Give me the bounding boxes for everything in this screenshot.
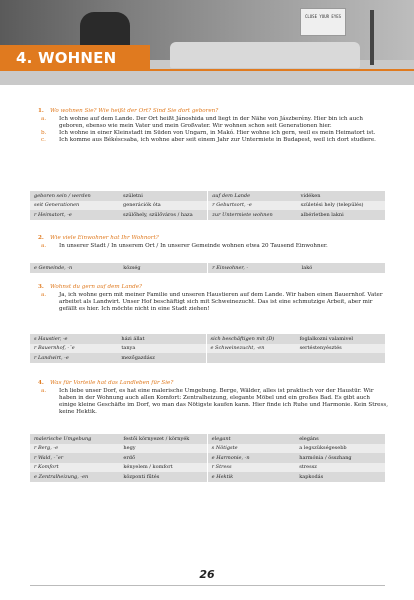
vocab-de: r Berg, -e bbox=[30, 444, 119, 454]
vocab-hu: központi fűtés bbox=[119, 472, 207, 482]
question-block-4 bbox=[38, 380, 388, 416]
vocab-hu: sertéstenyésztés bbox=[296, 344, 385, 354]
vocab-de: s Nötigste bbox=[207, 444, 295, 454]
vocab-hu: erdő bbox=[119, 453, 207, 463]
answer-item bbox=[41, 292, 388, 313]
vocab-de: e Gemeinde, -n bbox=[30, 263, 119, 273]
vocab-hu: község bbox=[119, 263, 208, 273]
answer-label: a. bbox=[41, 292, 47, 298]
vocab-hu: születni bbox=[119, 191, 208, 201]
vocab-hu: szülőhely, szülőváros / haza bbox=[119, 210, 208, 220]
title-rule bbox=[150, 69, 414, 71]
table-row bbox=[30, 210, 385, 220]
vocab-table-2 bbox=[30, 263, 385, 273]
table-row bbox=[30, 434, 385, 444]
vocab-de: seit Generationen bbox=[30, 201, 119, 211]
answer-text: Ich komme aus Békéscsaba, ich wohne aber seit einem Jahr zur Untermiete in Budapest, weil ich dort studiere. bbox=[59, 137, 376, 143]
question-number: 1. bbox=[38, 108, 44, 114]
sofa-image bbox=[170, 42, 360, 68]
vocab-hu: festői környezet / környék bbox=[119, 434, 207, 444]
vocab-hu: tanya bbox=[117, 344, 206, 354]
page-number: 26 bbox=[199, 568, 215, 581]
table-row bbox=[30, 201, 385, 211]
vocab-de: r Landwirt, -e bbox=[30, 353, 117, 363]
question-heading bbox=[38, 284, 388, 291]
vocab-hu: vidéken bbox=[297, 191, 385, 201]
vocab-de: r Wald, -¨er bbox=[30, 453, 119, 463]
question-text: Wie viele Einwohner hat Ihr Wohnort? bbox=[50, 235, 159, 241]
vocab-hu: stressz bbox=[295, 463, 385, 473]
vocab-de: r Einwohner, - bbox=[208, 263, 298, 273]
vocab-hu: foglalkozni valamivel bbox=[296, 334, 385, 344]
vocab-hu: generációk óta bbox=[119, 201, 208, 211]
question-number: 4. bbox=[38, 380, 44, 386]
table-row bbox=[30, 472, 385, 482]
table-row bbox=[30, 353, 385, 363]
answer-item bbox=[41, 137, 388, 144]
vocab-hu: a legszükségesebb bbox=[295, 444, 385, 454]
vocab-hu: harmónia / összhang bbox=[295, 453, 385, 463]
table-row bbox=[30, 444, 385, 454]
vocab-table-3 bbox=[30, 334, 385, 363]
vocab-hu: születési hely (település) bbox=[297, 201, 385, 211]
question-heading bbox=[38, 108, 388, 115]
table-row bbox=[30, 263, 385, 273]
vocab-hu: elegáns bbox=[295, 434, 385, 444]
question-heading bbox=[38, 380, 388, 387]
question-number: 3. bbox=[38, 284, 44, 290]
question-number: 2. bbox=[38, 235, 44, 241]
answer-text: Ja, ich wohne gern mit meiner Familie und unseren Haustieren auf dem Lande. Wir haben einen Bauernhof. Vater arbeitet als Landwirt. Unser Hof beschäftigt sich mit Schweinezucht. Das ist eine schmutzige Arbeit, aber mir gefällt es hier. Ich möchte nicht in eine Stadt ziehen! bbox=[59, 292, 383, 312]
vocab-de: auf dem Lande bbox=[208, 191, 297, 201]
picture-frame bbox=[300, 8, 346, 36]
answer-text: Ich liebe unser Dorf, es hat eine malerische Umgebung. Berge, Wälder, alles ist praktisch vor der Haustür. Wir haben in der Wohnung auch allen Komfort: Zentralheizung, elegante Möbel und ein großes Bad. Es gibt auch einige kleine Geschäfte im Dorf, wo man das Nötigste kaufen kann. Hier finde ich Ruhe und Harmonie. Kein Stress, keine Hektik. bbox=[59, 388, 388, 415]
vocab-de: sich beschäftigen mit (D) bbox=[206, 334, 296, 344]
vocab-hu: mezőgazdász bbox=[117, 353, 206, 363]
answer-item bbox=[41, 130, 388, 137]
vocab-table-1 bbox=[30, 191, 385, 220]
vocab-de: geboren sein / werden bbox=[30, 191, 119, 201]
footer-rule bbox=[30, 585, 385, 586]
vocab-de: r Geburtsort, -e bbox=[208, 201, 297, 211]
vocab-de: elegant bbox=[207, 434, 295, 444]
frame-text: CLOSE YOUR EYES bbox=[304, 14, 342, 19]
table-row bbox=[30, 334, 385, 344]
question-text: Wohnst du gern auf dem Lande? bbox=[50, 284, 143, 290]
vocab-hu: hegy bbox=[119, 444, 207, 454]
vocab-de: e Zentralheizung, -en bbox=[30, 472, 119, 482]
vocab-de: e Schweinezucht, -en bbox=[206, 344, 296, 354]
vocab-de: e Harmonie, -n bbox=[207, 453, 295, 463]
question-text: Was für Vorteile hat das Landleben für Sie? bbox=[50, 380, 174, 386]
table-row bbox=[30, 344, 385, 354]
vocab-hu: házi állat bbox=[117, 334, 206, 344]
vocab-hu: kapkodás bbox=[295, 472, 385, 482]
floor-lamp-image bbox=[370, 10, 374, 65]
question-block-3 bbox=[38, 284, 388, 313]
vocab-hu: albérletben lakni bbox=[297, 210, 385, 220]
question-text: Wo wohnen Sie? Wie heißt der Ort? Sind Sie dort geboren? bbox=[50, 108, 219, 114]
vocab-de: s Haustier, -e bbox=[30, 334, 117, 344]
question-heading bbox=[38, 235, 388, 242]
vocab-de: r Heimatort, -e bbox=[30, 210, 119, 220]
table-row bbox=[30, 453, 385, 463]
question-block-2 bbox=[38, 235, 388, 250]
vocab-hu: kényelem / komfort bbox=[119, 463, 207, 473]
vocab-hu bbox=[296, 353, 385, 363]
vocab-de: e Hektik bbox=[207, 472, 295, 482]
vocab-table-4 bbox=[30, 434, 385, 482]
answers bbox=[41, 116, 388, 144]
answer-label: a. bbox=[41, 116, 47, 122]
answers bbox=[41, 388, 388, 416]
answer-item bbox=[41, 116, 388, 130]
vocab-de: r Komfort bbox=[30, 463, 119, 473]
answer-text: In unserer Stadt / In unserem Ort / In unserer Gemeinde wohnen etwa 20 Tausend Einwohner. bbox=[59, 243, 328, 249]
vocab-de: zur Untermiete wohnen bbox=[208, 210, 297, 220]
answer-text: Ich wohne in einer Kleinstadt im Süden von Ungarn, in Makó. Hier wohne ich gern, weil es mein Heimatort ist. bbox=[59, 130, 376, 136]
answer-label: a. bbox=[41, 243, 47, 249]
answers bbox=[41, 243, 388, 250]
answer-label: b. bbox=[41, 130, 47, 136]
answer-item bbox=[41, 243, 388, 250]
vocab-de: r Stress bbox=[207, 463, 295, 473]
vocab-de bbox=[206, 353, 296, 363]
answer-label: a. bbox=[41, 388, 47, 394]
header-photo bbox=[0, 0, 414, 85]
answer-item bbox=[41, 388, 388, 416]
answer-label: c. bbox=[41, 137, 46, 143]
table-row bbox=[30, 463, 385, 473]
answers bbox=[41, 292, 388, 313]
answer-text: Ich wohne auf dem Lande. Der Ort heißt Jánoshida und liegt in der Nähe von Jászberény. Hier bin ich auch geboren, ebenso wie mein Vater und mein Großvater. Wir wohnen schon seit Generationen hier. bbox=[59, 116, 363, 129]
table-row bbox=[30, 191, 385, 201]
chapter-title: 4. WOHNEN bbox=[0, 45, 150, 71]
question-block-1 bbox=[38, 108, 388, 144]
vocab-hu: lakó bbox=[298, 263, 385, 273]
vocab-de: malerische Umgebung bbox=[30, 434, 119, 444]
vocab-de: r Bauernhof, -¨e bbox=[30, 344, 117, 354]
